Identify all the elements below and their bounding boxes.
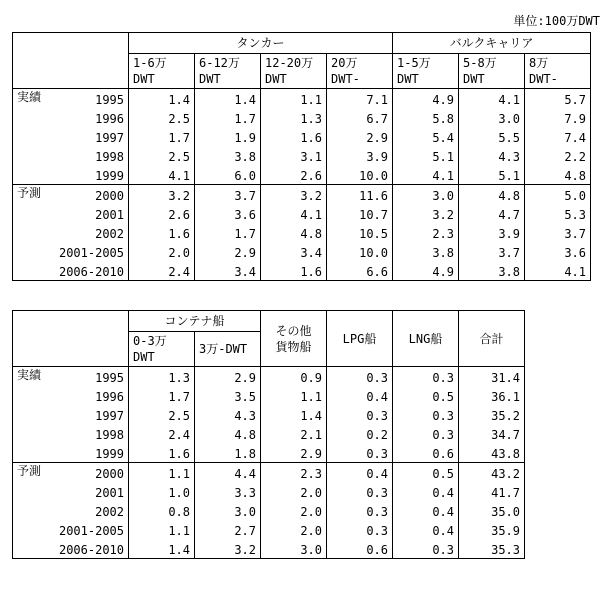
value-cell: 1.4	[129, 539, 195, 559]
value-cell: 0.3	[327, 443, 393, 463]
value-cell: 2.4	[129, 424, 195, 443]
row-label	[13, 367, 129, 387]
year-label: 1998	[95, 427, 124, 442]
value-cell: 3.4	[195, 261, 261, 281]
value-cell: 4.9	[393, 261, 459, 281]
value-cell: 1.1	[129, 463, 195, 483]
column-header: 6-12万 DWT	[195, 54, 261, 89]
value-cell: 3.7	[195, 185, 261, 205]
value-cell: 2.6	[261, 165, 327, 185]
column-header: 3万-DWT	[195, 332, 261, 367]
table-row	[13, 261, 591, 281]
value-cell: 4.1	[525, 261, 591, 281]
year-label: 1997	[95, 130, 124, 145]
row-label	[13, 242, 129, 261]
group-header-container: コンテナ船	[129, 311, 261, 332]
row-label	[13, 443, 129, 463]
year-label: 2006-2010	[58, 264, 124, 279]
table-row	[13, 539, 525, 559]
value-cell: 2.0	[261, 520, 327, 539]
value-cell: 3.7	[525, 223, 591, 242]
column-header: 20万 DWT-	[327, 54, 393, 89]
section-label: 予測	[17, 186, 42, 200]
value-cell: 6.0	[195, 165, 261, 185]
row-label	[13, 165, 129, 185]
value-cell: 4.3	[459, 146, 525, 165]
value-cell: 2.9	[195, 367, 261, 387]
value-cell: 5.8	[393, 108, 459, 127]
table-container-other	[12, 310, 525, 559]
section-label: 予測	[17, 464, 42, 478]
value-cell: 31.4	[459, 367, 525, 387]
row-label	[13, 520, 129, 539]
value-cell: 3.9	[327, 146, 393, 165]
value-cell: 0.3	[327, 367, 393, 387]
value-cell: 1.1	[129, 520, 195, 539]
table-body	[13, 367, 525, 559]
column-header-other-cargo: その他 貨物船	[261, 311, 327, 367]
table-row	[13, 204, 591, 223]
value-cell: 3.8	[459, 261, 525, 281]
value-cell: 7.9	[525, 108, 591, 127]
value-cell: 41.7	[459, 482, 525, 501]
value-cell: 1.1	[261, 89, 327, 109]
table-row	[13, 165, 591, 185]
value-cell: 7.1	[327, 89, 393, 109]
year-label: 1996	[95, 111, 124, 126]
section-label: 実績	[17, 368, 42, 382]
value-cell: 3.1	[261, 146, 327, 165]
value-cell: 2.9	[327, 127, 393, 146]
year-label: 2001	[95, 207, 124, 222]
year-label: 2001-2005	[58, 245, 124, 260]
value-cell: 3.0	[261, 539, 327, 559]
row-label	[13, 204, 129, 223]
value-cell: 2.0	[129, 242, 195, 261]
value-cell: 4.8	[459, 185, 525, 205]
value-cell: 35.9	[459, 520, 525, 539]
corner-cell	[13, 33, 129, 89]
table-row	[13, 463, 525, 483]
table-row	[13, 242, 591, 261]
value-cell: 1.8	[195, 443, 261, 463]
unit-label: 単位:100万DWT	[513, 14, 600, 28]
value-cell: 0.5	[393, 386, 459, 405]
value-cell: 1.7	[195, 108, 261, 127]
value-cell: 0.4	[327, 386, 393, 405]
value-cell: 7.4	[525, 127, 591, 146]
year-label: 1999	[95, 446, 124, 461]
value-cell: 3.0	[459, 108, 525, 127]
table-row	[13, 108, 591, 127]
value-cell: 0.3	[393, 424, 459, 443]
value-cell: 4.7	[459, 204, 525, 223]
section-label: 実績	[17, 90, 42, 104]
value-cell: 0.6	[393, 443, 459, 463]
value-cell: 3.3	[195, 482, 261, 501]
table-row	[13, 367, 525, 387]
value-cell: 4.1	[129, 165, 195, 185]
column-header-lpg: LPG船	[327, 311, 393, 367]
value-cell: 4.1	[459, 89, 525, 109]
value-cell: 1.6	[129, 223, 195, 242]
table-tanker-bulk	[12, 32, 591, 281]
row-label	[13, 463, 129, 483]
table-row	[13, 89, 591, 109]
value-cell: 0.4	[393, 501, 459, 520]
value-cell: 2.5	[129, 405, 195, 424]
year-label: 1995	[95, 92, 124, 107]
value-cell: 10.0	[327, 242, 393, 261]
value-cell: 4.8	[195, 424, 261, 443]
year-label: 1996	[95, 389, 124, 404]
value-cell: 2.0	[261, 501, 327, 520]
value-cell: 0.8	[129, 501, 195, 520]
value-cell: 0.3	[327, 405, 393, 424]
value-cell: 2.5	[129, 108, 195, 127]
value-cell: 4.9	[393, 89, 459, 109]
column-header: 1-6万 DWT	[129, 54, 195, 89]
value-cell: 0.3	[327, 520, 393, 539]
value-cell: 0.4	[327, 463, 393, 483]
value-cell: 3.9	[459, 223, 525, 242]
value-cell: 10.0	[327, 165, 393, 185]
year-label: 2001	[95, 485, 124, 500]
value-cell: 5.1	[393, 146, 459, 165]
group-header-tanker: タンカー	[129, 33, 393, 54]
value-cell: 0.4	[393, 520, 459, 539]
value-cell: 0.9	[261, 367, 327, 387]
year-label: 2006-2010	[58, 542, 124, 557]
value-cell: 2.5	[129, 146, 195, 165]
row-label	[13, 185, 129, 205]
value-cell: 1.4	[195, 89, 261, 109]
value-cell: 5.0	[525, 185, 591, 205]
table-row	[13, 520, 525, 539]
value-cell: 2.0	[261, 482, 327, 501]
value-cell: 4.1	[393, 165, 459, 185]
value-cell: 2.4	[129, 261, 195, 281]
value-cell: 43.2	[459, 463, 525, 483]
year-label: 1995	[95, 370, 124, 385]
value-cell: 5.1	[459, 165, 525, 185]
row-label	[13, 261, 129, 281]
value-cell: 10.5	[327, 223, 393, 242]
table-row	[13, 424, 525, 443]
column-header: 0-3万 DWT	[129, 332, 195, 367]
value-cell: 0.3	[393, 405, 459, 424]
value-cell: 2.2	[525, 146, 591, 165]
table-row	[13, 501, 525, 520]
value-cell: 35.0	[459, 501, 525, 520]
value-cell: 36.1	[459, 386, 525, 405]
value-cell: 5.7	[525, 89, 591, 109]
value-cell: 35.3	[459, 539, 525, 559]
value-cell: 1.4	[261, 405, 327, 424]
table-row	[13, 386, 525, 405]
row-label	[13, 424, 129, 443]
value-cell: 43.8	[459, 443, 525, 463]
value-cell: 3.8	[393, 242, 459, 261]
row-label	[13, 405, 129, 424]
value-cell: 1.9	[195, 127, 261, 146]
value-cell: 0.5	[393, 463, 459, 483]
group-header-bulk: バルクキャリア	[393, 33, 591, 54]
value-cell: 0.3	[327, 482, 393, 501]
column-header-lng: LNG船	[393, 311, 459, 367]
year-label: 1999	[95, 168, 124, 183]
value-cell: 3.7	[459, 242, 525, 261]
value-cell: 0.2	[327, 424, 393, 443]
value-cell: 1.7	[195, 223, 261, 242]
value-cell: 5.4	[393, 127, 459, 146]
corner-cell	[13, 311, 129, 367]
column-header: 12-20万 DWT	[261, 54, 327, 89]
value-cell: 6.7	[327, 108, 393, 127]
table-row	[13, 127, 591, 146]
value-cell: 3.8	[195, 146, 261, 165]
value-cell: 3.5	[195, 386, 261, 405]
year-label: 2000	[95, 466, 124, 481]
value-cell: 2.7	[195, 520, 261, 539]
row-label	[13, 501, 129, 520]
row-label	[13, 223, 129, 242]
value-cell: 0.6	[327, 539, 393, 559]
value-cell: 2.3	[393, 223, 459, 242]
value-cell: 2.9	[261, 443, 327, 463]
value-cell: 3.6	[195, 204, 261, 223]
value-cell: 35.2	[459, 405, 525, 424]
row-label	[13, 89, 129, 109]
value-cell: 1.3	[129, 367, 195, 387]
value-cell: 3.2	[261, 185, 327, 205]
table-row	[13, 185, 591, 205]
value-cell: 3.4	[261, 242, 327, 261]
column-header: 1-5万 DWT	[393, 54, 459, 89]
value-cell: 1.1	[261, 386, 327, 405]
column-header-total: 合計	[459, 311, 525, 367]
value-cell: 34.7	[459, 424, 525, 443]
value-cell: 1.4	[129, 89, 195, 109]
value-cell: 0.3	[393, 539, 459, 559]
value-cell: 1.7	[129, 127, 195, 146]
year-label: 2000	[95, 188, 124, 203]
year-label: 1998	[95, 149, 124, 164]
value-cell: 6.6	[327, 261, 393, 281]
table-row	[13, 405, 525, 424]
year-label: 2001-2005	[58, 523, 124, 538]
value-cell: 3.2	[129, 185, 195, 205]
value-cell: 0.4	[393, 482, 459, 501]
table-row	[13, 146, 591, 165]
table-row	[13, 443, 525, 463]
year-label: 1997	[95, 408, 124, 423]
value-cell: 2.9	[195, 242, 261, 261]
value-cell: 1.0	[129, 482, 195, 501]
value-cell: 2.1	[261, 424, 327, 443]
value-cell: 1.6	[129, 443, 195, 463]
value-cell: 4.8	[525, 165, 591, 185]
value-cell: 5.5	[459, 127, 525, 146]
row-label	[13, 386, 129, 405]
value-cell: 4.8	[261, 223, 327, 242]
table-body	[13, 89, 591, 281]
value-cell: 5.3	[525, 204, 591, 223]
value-cell: 10.7	[327, 204, 393, 223]
table-row	[13, 223, 591, 242]
row-label	[13, 108, 129, 127]
value-cell: 3.0	[393, 185, 459, 205]
year-label: 2002	[95, 504, 124, 519]
column-header: 8万 DWT-	[525, 54, 591, 89]
value-cell: 4.4	[195, 463, 261, 483]
value-cell: 0.3	[393, 367, 459, 387]
row-label	[13, 127, 129, 146]
value-cell: 1.6	[261, 127, 327, 146]
value-cell: 3.2	[195, 539, 261, 559]
value-cell: 2.3	[261, 463, 327, 483]
value-cell: 1.7	[129, 386, 195, 405]
column-header: 5-8万 DWT	[459, 54, 525, 89]
value-cell: 0.3	[327, 501, 393, 520]
row-label	[13, 146, 129, 165]
value-cell: 4.1	[261, 204, 327, 223]
value-cell: 3.2	[393, 204, 459, 223]
value-cell: 1.3	[261, 108, 327, 127]
value-cell: 2.6	[129, 204, 195, 223]
row-label	[13, 482, 129, 501]
value-cell: 3.6	[525, 242, 591, 261]
value-cell: 3.0	[195, 501, 261, 520]
table-row	[13, 482, 525, 501]
value-cell: 1.6	[261, 261, 327, 281]
year-label: 2002	[95, 226, 124, 241]
value-cell: 11.6	[327, 185, 393, 205]
value-cell: 4.3	[195, 405, 261, 424]
row-label	[13, 539, 129, 559]
